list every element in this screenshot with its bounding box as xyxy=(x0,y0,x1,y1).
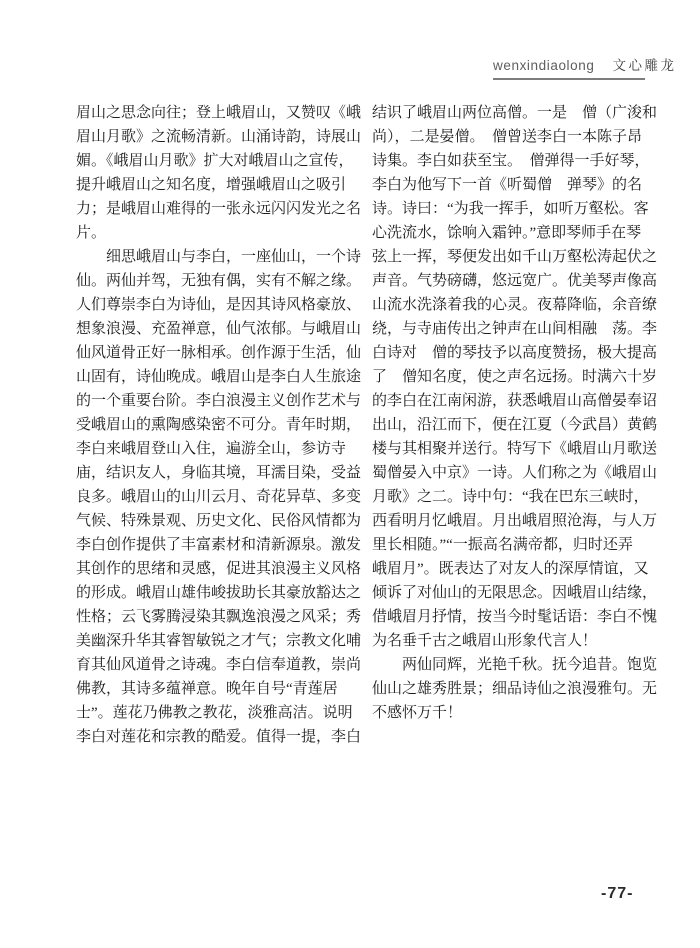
text-columns xyxy=(76,101,658,749)
text-line: 峨眉月”。既表达了对友人的深厚情谊，又 xyxy=(372,561,649,577)
text-line: 育其仙风道骨之诗魂。李白信奉道教，崇尚 xyxy=(76,657,362,673)
page-number: -77- xyxy=(601,885,634,902)
text-line: 尚），二是晏僧。 僧曾送李白一本陈子昂 xyxy=(372,129,643,145)
text-line: 良多。峨眉山的山川云月、奇花异草、多变 xyxy=(76,489,362,505)
text-line: 想象浪漫、充盈禅意，仙气浓郁。与峨眉山 xyxy=(76,321,362,337)
text-line: 李白为他写下一首《听蜀僧 弹琴》的名 xyxy=(372,177,643,193)
text-line: 仙风道骨正好一脉相承。创作源于生活，仙 xyxy=(76,345,362,361)
text-line: 提升峨眉山之知名度，增强峨眉山之吸引 xyxy=(76,177,347,193)
text-line: 里长相随。”“一振高名满帝都，归时还弄 xyxy=(372,537,633,553)
text-line: 楼与其相聚并送行。特写下《峨眉山月歌送 xyxy=(372,441,658,457)
text-line: 倾诉了对仙山的无限思念。因峨眉山结缘， xyxy=(372,585,658,601)
text-line: 借峨眉月抒情，按当今时髦话语：李白不愧 xyxy=(372,609,658,625)
header-rule xyxy=(493,78,645,80)
text-line: 气候、特殊景观、历史文化、民俗风情都为 xyxy=(76,513,362,529)
page-header xyxy=(493,54,676,80)
text-line: 李白来峨眉登山入住，遍游全山，参访寺 xyxy=(76,441,347,457)
text-line: 仙。两仙并驾，无独有偶，实有不解之缘。 xyxy=(76,273,362,289)
text-line: 蜀僧晏入中京》一诗。人们称之为《峨眉山 xyxy=(372,465,658,481)
text-line: 心洗流水，馀响入霜钟。”意即琴师手在琴 xyxy=(372,225,642,241)
text-line: 媚。《峨眉山月歌》扩大对峨眉山之宣传， xyxy=(76,153,354,169)
text-line: 力；是峨眉山难得的一张永远闪闪发光之名 xyxy=(76,201,362,217)
text-line: 受峨眉山的熏陶感染密不可分。青年时期， xyxy=(76,417,362,433)
text-line: 两仙同辉，光艳千秋。抚今追昔。饱览 xyxy=(372,657,658,673)
text-line: 结识了峨眉山两位高僧。一是 僧（广浚和 xyxy=(372,105,658,121)
left-text-column xyxy=(76,101,362,749)
text-line: 其创作的思绪和灵感，促进其浪漫主义风格 xyxy=(76,561,362,577)
right-text-column xyxy=(372,101,658,749)
text-line: 弦上一挥，琴便发出如千山万壑松涛起伏之 xyxy=(372,249,658,265)
text-line: 李白对莲花和宗教的酷爱。值得一提，李白 xyxy=(76,729,362,745)
text-line: 细思峨眉山与李白，一座仙山，一个诗 xyxy=(76,249,362,265)
text-line: 佛教，其诗多蕴禅意。晚年自号“青莲居 xyxy=(76,681,338,697)
text-line: 了 僧知名度，使之声名远扬。时满六十岁 xyxy=(372,369,658,385)
text-line: 诗集。李白如获至宝。 僧弹得一手好琴， xyxy=(372,153,650,169)
text-line: 西看明月忆峨眉。月出峨眉照沧海，与人万 xyxy=(372,513,658,529)
text-line: 诗。诗曰：“为我一挥手，如听万壑松。客 xyxy=(372,201,649,217)
text-line: 李白创作提供了丰富素材和清新源泉。激发 xyxy=(76,537,362,553)
header-brand-cjk: 文心雕龙 xyxy=(612,58,677,73)
text-line: 山固有，诗仙晚成。峨眉山是李白人生旅途 xyxy=(76,369,362,385)
text-line: 的李白在江南闲游，获悉峨眉山高僧晏奉诏 xyxy=(372,393,658,409)
header-brand xyxy=(493,54,676,74)
text-line: 绕，与寺庙传出之钟声在山间相融 荡。李 xyxy=(372,321,658,337)
text-line: 出山，沿江而下，便在江夏（今武昌）黄鹤 xyxy=(372,417,658,433)
text-line: 眉山之思念向往；登上峨眉山，又赞叹《峨 xyxy=(76,105,362,121)
text-line: 的形成。峨眉山雄伟峻拔助长其豪放豁达之 xyxy=(76,585,362,601)
text-line: 不感怀万千！ xyxy=(372,705,463,721)
text-line: 性格；云飞雾腾浸染其飘逸浪漫之风采；秀 xyxy=(76,609,362,625)
text-line: 士”。莲花乃佛教之教花，淡雅高洁。说明 xyxy=(76,705,353,721)
text-line: 为名垂千古之峨眉山形象代言人！ xyxy=(372,633,598,649)
text-line: 人们尊崇李白为诗仙，是因其诗风格豪放、 xyxy=(76,297,362,313)
text-line: 白诗对 僧的琴技予以高度赞扬，极大提高 xyxy=(372,345,658,361)
text-line: 美幽深升华其睿智敏锐之才气；宗教文化哺 xyxy=(76,633,362,649)
text-line: 声音。气势磅礴，悠远宽广。优美琴声像高 xyxy=(372,273,658,289)
header-brand-latin: wenxindiaolong xyxy=(493,58,595,73)
text-line: 庙，结识友人，身临其境，耳濡目染，受益 xyxy=(76,465,362,481)
text-line: 山流水洗涤着我的心灵。夜幕降临，余音缭 xyxy=(372,297,658,313)
text-line: 仙山之雄秀胜景；细品诗仙之浪漫雅句。无 xyxy=(372,681,658,697)
text-line: 眉山月歌》之流畅清新。山涌诗韵，诗展山 xyxy=(76,129,362,145)
text-line: 片。 xyxy=(76,225,107,241)
text-line: 的一个重要台阶。李白浪漫主义创作艺术与 xyxy=(76,393,362,409)
text-line: 月歌》之二。诗中句：“我在巴东三峡时， xyxy=(372,489,649,505)
